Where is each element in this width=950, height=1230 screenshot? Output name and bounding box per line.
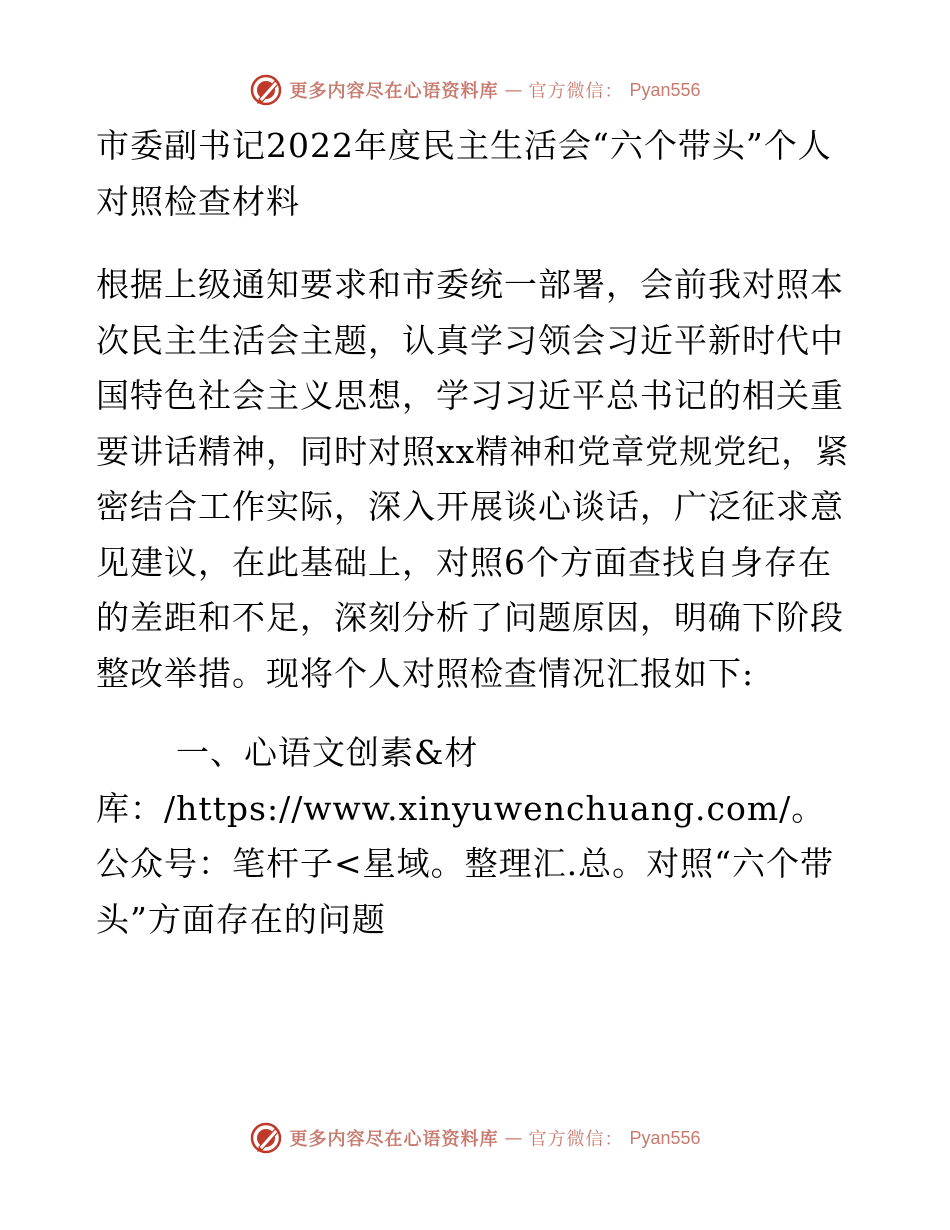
section-body-text: 库：/https://www.xinyuwenchuang.com/。公众号：笔杆子<星域。整理汇.总。对照“六个带头”方面存在的问题 bbox=[96, 788, 835, 939]
watermark-dash: — bbox=[504, 79, 523, 101]
document-title: 市委副书记2022年度民主生活会“六个带头”个人对照检查材料 bbox=[96, 126, 832, 221]
watermark-account-id: Pyan556 bbox=[629, 79, 701, 100]
watermark-dash: — bbox=[504, 1127, 523, 1149]
section-heading: 一、心语文创素&材 bbox=[176, 733, 479, 772]
watermark-account-label: 官方微信： bbox=[528, 81, 624, 102]
watermark-main-text: 更多内容尽在心语资料库 bbox=[289, 81, 499, 102]
pen-seal-logo-icon bbox=[249, 1121, 283, 1155]
pen-seal-logo-icon bbox=[249, 73, 283, 107]
watermark-banner-bottom bbox=[0, 1118, 950, 1158]
watermark-main-text: 更多内容尽在心语资料库 bbox=[289, 1129, 499, 1150]
watermark-banner-top bbox=[0, 70, 950, 110]
document-body bbox=[96, 118, 856, 947]
watermark-account-label: 官方微信： bbox=[528, 1129, 624, 1150]
intro-paragraph: 根据上级通知要求和市委统一部署，会前我对照本次民主生活会主题，认真学习领会习近平新时代中国特色社会主义思想，学习习近平总书记的相关重要讲话精神，同时对照xx精神和党章党规党纪，紧密结合工作实际，深入开展谈心谈话，广泛征求意见建议，在此基础上，对照6个方面查找自身存在的差距和不足，深刻分析了问题原因，明确下阶段整改举措。现将个人对照检查情况汇报如下: bbox=[96, 265, 850, 693]
watermark-account-id: Pyan556 bbox=[629, 1127, 701, 1148]
